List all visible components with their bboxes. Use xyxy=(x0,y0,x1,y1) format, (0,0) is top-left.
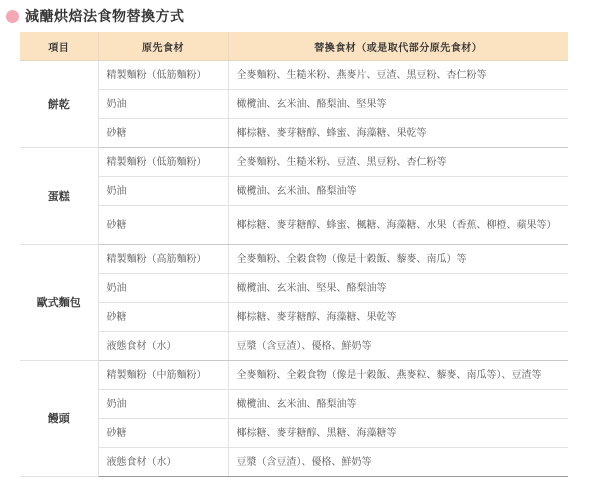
original-cell: 奶油 xyxy=(98,274,228,303)
replacement-cell: 全麥麵粉、生糙米粉、燕麥片、豆渣、黑豆粉、杏仁粉等 xyxy=(228,61,568,90)
substitution-table xyxy=(20,32,568,477)
original-cell: 液態食材（水） xyxy=(98,332,228,361)
replacement-cell: 橄欖油、玄米油、酪梨油、堅果等 xyxy=(228,90,568,119)
replacement-cell: 椰棕糖、麥芽糖醇、海藻糖、果乾等 xyxy=(228,303,568,332)
item-european-bread: 歐式麵包 xyxy=(20,245,98,361)
replacement-cell: 橄欖油、玄米油、酪梨油等 xyxy=(228,390,568,419)
original-cell: 液態食材（水） xyxy=(98,448,228,477)
original-cell: 奶油 xyxy=(98,90,228,119)
replacement-cell: 椰棕糖、麥芽糖醇、蜂蜜、海藻糖、果乾等 xyxy=(228,119,568,148)
replacement-cell: 豆漿（含豆渣）、優格、鮮奶等 xyxy=(228,332,568,361)
replacement-cell: 豆漿（含豆渣）、優格、鮮奶等 xyxy=(228,448,568,477)
original-cell: 砂糖 xyxy=(98,206,228,245)
original-cell: 砂糖 xyxy=(98,419,228,448)
table-row xyxy=(20,119,568,148)
header-item: 項目 xyxy=(20,32,98,61)
replacement-cell: 椰棕糖、麥芽糖醇、黑糖、海藻糖等 xyxy=(228,419,568,448)
table-row xyxy=(20,177,568,206)
original-cell: 奶油 xyxy=(98,177,228,206)
original-cell: 精製麵粉（中筋麵粉） xyxy=(98,361,228,390)
table-row xyxy=(20,245,568,274)
original-cell: 砂糖 xyxy=(98,119,228,148)
table-row xyxy=(20,361,568,390)
original-cell: 精製麵粉（高筋麵粉） xyxy=(98,245,228,274)
original-cell: 精製麵粉（低筋麵粉） xyxy=(98,61,228,90)
table-row xyxy=(20,274,568,303)
table-header-row xyxy=(20,32,568,61)
table-row xyxy=(20,90,568,119)
table-row xyxy=(20,303,568,332)
title-row xyxy=(6,4,185,28)
replacement-cell: 橄欖油、玄米油、堅果、酪梨油等 xyxy=(228,274,568,303)
item-cookies: 餅乾 xyxy=(20,61,98,148)
table-row xyxy=(20,148,568,177)
replacement-cell: 全麥麵粉、全穀食物（像是十穀飯、藜麥、南瓜）等 xyxy=(228,245,568,274)
original-cell: 精製麵粉（低筋麵粉） xyxy=(98,148,228,177)
item-steamed-bun: 饅頭 xyxy=(20,361,98,477)
table-row xyxy=(20,332,568,361)
page-title: 減醣烘焙法食物替換方式 xyxy=(25,9,185,25)
table-row xyxy=(20,206,568,245)
item-cake: 蛋糕 xyxy=(20,148,98,245)
original-cell: 砂糖 xyxy=(98,303,228,332)
table-row xyxy=(20,448,568,477)
table-row xyxy=(20,61,568,90)
pink-bullet-icon xyxy=(6,10,19,23)
header-original: 原先食材 xyxy=(98,32,228,61)
replacement-cell: 椰棕糖、麥芽糖醇、蜂蜜、楓糖、海藻糖、水果（香蕉、柳橙、蘋果等） xyxy=(228,206,568,245)
replacement-cell: 橄欖油、玄米油、酪梨油等 xyxy=(228,177,568,206)
replacement-cell: 全麥麵粉、生糙米粉、豆渣、黑豆粉、杏仁粉等 xyxy=(228,148,568,177)
replacement-cell: 全麥麵粉、全穀食物（像是十穀飯、燕麥粒、藜麥、南瓜等）、豆渣等 xyxy=(228,361,568,390)
header-replacement: 替換食材（或是取代部分原先食材） xyxy=(228,32,568,61)
table-row xyxy=(20,419,568,448)
table-row xyxy=(20,390,568,419)
original-cell: 奶油 xyxy=(98,390,228,419)
